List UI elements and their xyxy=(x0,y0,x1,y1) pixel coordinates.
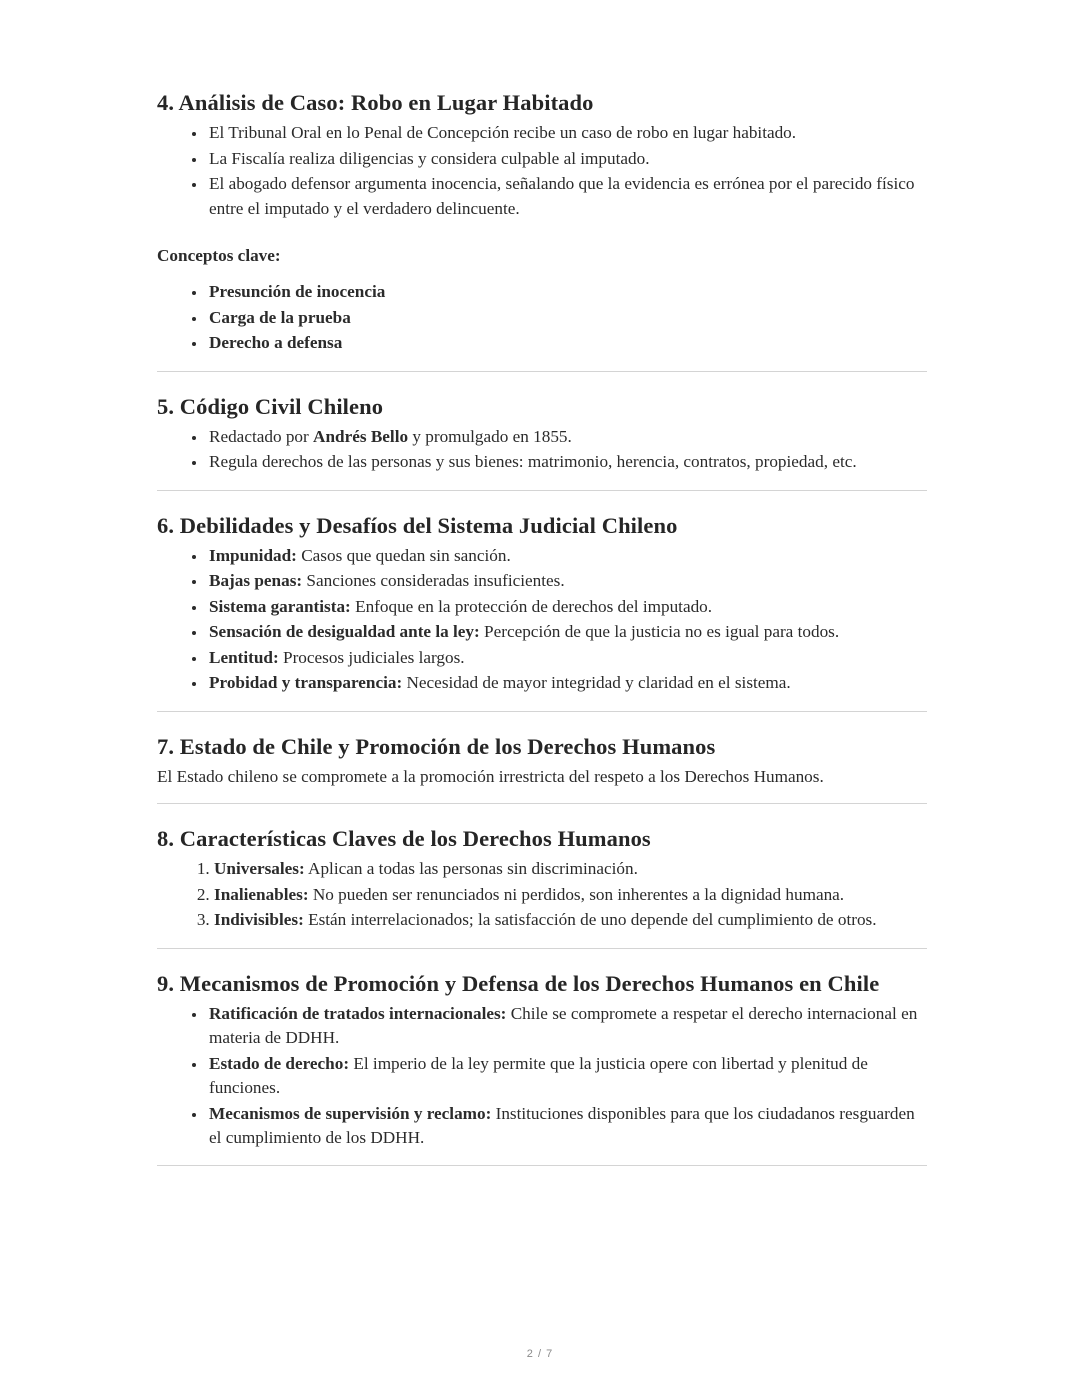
item-text: El imperio de la ley permite que la justicia opere con libertad y plenitud de funciones. xyxy=(209,1053,868,1098)
section-4-bullet-list xyxy=(157,121,927,221)
list-item: • Carga de la prueba xyxy=(207,306,927,330)
section-6-heading: 6. Debilidades y Desafíos del Sistema Judicial Chileno xyxy=(157,512,678,538)
item-lead: Lentitud: xyxy=(209,647,279,667)
item-text: Enfoque en la protección de derechos del imputado. xyxy=(350,596,713,616)
section-6 xyxy=(157,511,927,696)
item-lead: Mecanismos de supervisión y reclamo: xyxy=(209,1103,492,1123)
list-item xyxy=(207,450,927,474)
item-text: Chile se compromete a respetar el derecho internacional en materia de DDHH. xyxy=(209,1003,918,1048)
list-item xyxy=(207,1002,927,1051)
section-9-bullet-list xyxy=(157,1002,927,1151)
list-item xyxy=(207,544,927,568)
item-text: Procesos judiciales largos. xyxy=(278,647,465,667)
item-text: No pueden ser renunciados ni perdidos, son inherentes a la dignidad humana. xyxy=(308,884,845,904)
section-8-heading: 8. Características Claves de los Derechos Humanos xyxy=(157,826,651,852)
page-number: 2 / 7 xyxy=(526,1348,554,1360)
item-lead: Indivisibles: xyxy=(214,910,304,930)
item-text: Sanciones consideradas insuficientes. xyxy=(302,571,565,591)
section-4-heading: 4. Análisis de Caso: Robo en Lugar Habitado xyxy=(157,90,594,115)
list-item xyxy=(214,857,927,881)
section-5-bullet-list xyxy=(157,425,927,475)
list-item xyxy=(207,646,927,670)
conceptos-clave-label: Conceptos clave: xyxy=(157,245,281,265)
list-item: • Derecho a defensa xyxy=(207,331,927,355)
list-item: • El Tribunal Oral en lo Penal de Concepción recibe un caso de robo en lugar habitado. xyxy=(207,121,927,145)
list-item xyxy=(214,908,927,932)
list-item: • La Fiscalía realiza diligencias y considera culpable al imputado. xyxy=(207,147,927,171)
list-item xyxy=(214,883,927,907)
list-item xyxy=(207,595,927,619)
section-6-bullet-list xyxy=(157,544,927,696)
list-item: • Presunción de inocencia xyxy=(207,280,927,304)
item-text: Percepción de que la justicia no es igual para todos. xyxy=(479,622,840,642)
section-5 xyxy=(157,392,927,475)
text-bold: Andrés Bello xyxy=(313,426,409,446)
list-item xyxy=(207,620,927,644)
page-footer xyxy=(0,1348,1080,1360)
item-lead: Bajas penas: xyxy=(209,571,303,591)
document-content xyxy=(157,88,927,1166)
list-item xyxy=(207,569,927,593)
item-text: Instituciones disponibles para que los ciudadanos resguarden el cumplimiento de los DDHH. xyxy=(209,1103,915,1148)
conceptos-clave-list xyxy=(157,280,927,355)
section-9 xyxy=(157,969,927,1151)
list-item xyxy=(207,425,927,449)
item-lead: Sensación de desigualdad ante la ley: xyxy=(209,622,480,642)
section-4 xyxy=(157,88,927,356)
item-text: Están interrelacionados; la satisfacción de uno depende del cumplimiento de otros. xyxy=(303,910,877,930)
item-text: Necesidad de mayor integridad y claridad en el sistema. xyxy=(402,673,791,693)
list-item xyxy=(207,671,927,695)
list-item: • El abogado defensor argumenta inocencia, señalando que la evidencia es errónea por el parecido físico entre el imputado y el verdadero delincuente. xyxy=(207,172,927,221)
item-lead: Ratificación de tratados internacionales: xyxy=(209,1003,507,1023)
section-divider xyxy=(157,1165,927,1166)
item-lead: Probidad y transparencia: xyxy=(209,673,403,693)
section-7-paragraph: El Estado chileno se compromete a la promoción irrestricta del respeto a los Derechos Humanos. xyxy=(157,766,824,786)
item-text: Aplican a todas las personas sin discriminación. xyxy=(304,859,638,879)
section-7-heading: 7. Estado de Chile y Promoción de los Derechos Humanos xyxy=(157,733,716,759)
item-lead: Impunidad: xyxy=(209,545,297,565)
item-text: Casos que quedan sin sanción. xyxy=(296,545,511,565)
list-item xyxy=(207,1102,927,1151)
text-post: y promulgado en 1855. xyxy=(408,426,572,446)
text-pre: Regula derechos de las personas y sus bienes: matrimonio, herencia, contratos, propiedad, etc. xyxy=(209,452,857,472)
item-lead: Universales: xyxy=(214,859,305,879)
section-5-heading: 5. Código Civil Chileno xyxy=(157,393,384,419)
item-lead: Inalienables: xyxy=(214,884,309,904)
item-lead: Estado de derecho: xyxy=(209,1053,350,1073)
section-8 xyxy=(157,824,927,933)
text-pre: Redactado por xyxy=(209,426,314,446)
item-lead: Sistema garantista: xyxy=(209,596,351,616)
list-item xyxy=(207,1052,927,1101)
section-8-numbered-list xyxy=(157,857,927,932)
section-7 xyxy=(157,732,927,790)
section-9-heading: 9. Mecanismos de Promoción y Defensa de los Derechos Humanos en Chile xyxy=(157,970,880,996)
